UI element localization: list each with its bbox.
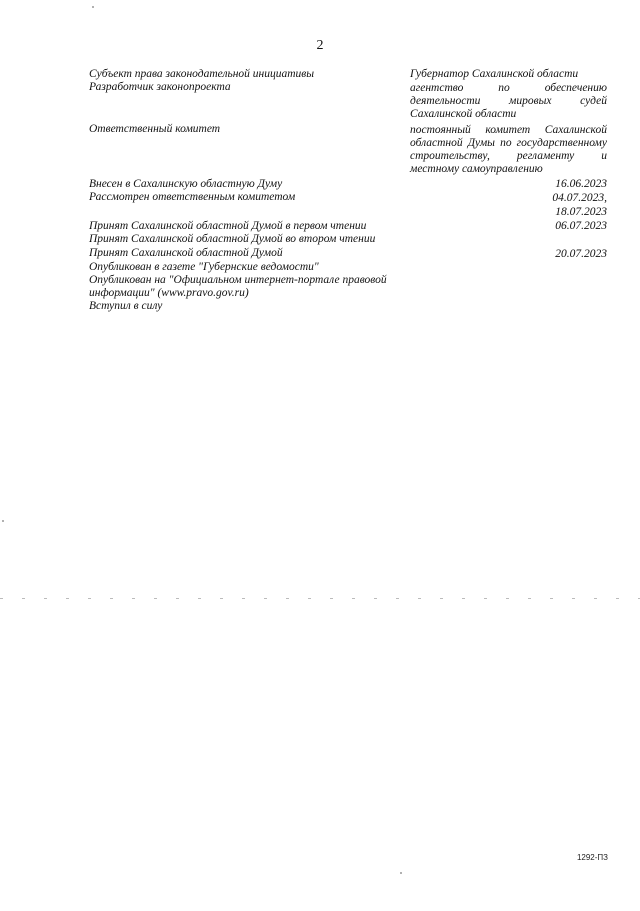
document-code: 1292-ПЗ [576,853,608,862]
first-reading-label: Принят Сахалинской областной Думой в первом чтении [89,220,367,232]
reviewed-label: Рассмотрен ответственным комитетом [89,191,296,203]
adopted-date: 20.07.2023 [555,248,607,260]
scan-speck [400,872,402,874]
submitted-label: Внесен в Сахалинскую областную Думу [89,178,283,190]
developer-label: Разработчик законопроекта [89,81,231,93]
developer-value: агентство по обеспечению деятельности мировых судей Сахалинской области [410,82,607,120]
first-reading-date: 06.07.2023 [555,220,607,232]
subject-label: Субъект права законодательной инициативы [89,68,315,80]
adopted-label: Принят Сахалинской областной Думой [89,247,283,259]
page-number: 2 [316,38,324,53]
reviewed-date-2: 18.07.2023 [555,206,607,218]
portal-label: Опубликован на "Официальном интернет-портале правовой информации" (www.pravo.gov.ru) [89,274,387,299]
subject-value: Губернатор Сахалинской области [410,68,579,80]
scan-artifact-line [0,598,640,599]
scan-speck [92,6,94,8]
submitted-date: 16.06.2023 [555,178,607,190]
committee-label: Ответственный комитет [89,123,221,135]
second-reading-label: Принят Сахалинской областной Думой во втором чтении [89,233,376,245]
scan-speck [2,520,4,522]
reviewed-date-1: 04.07.2023, [552,192,607,204]
in-force-label: Вступил в силу [89,300,163,312]
committee-value: постоянный комитет Сахалинской областной Думы по государственному строительству, регламенту и местному самоуправлению [410,124,607,175]
newspaper-label: Опубликован в газете "Губернские ведомости" [89,261,319,273]
